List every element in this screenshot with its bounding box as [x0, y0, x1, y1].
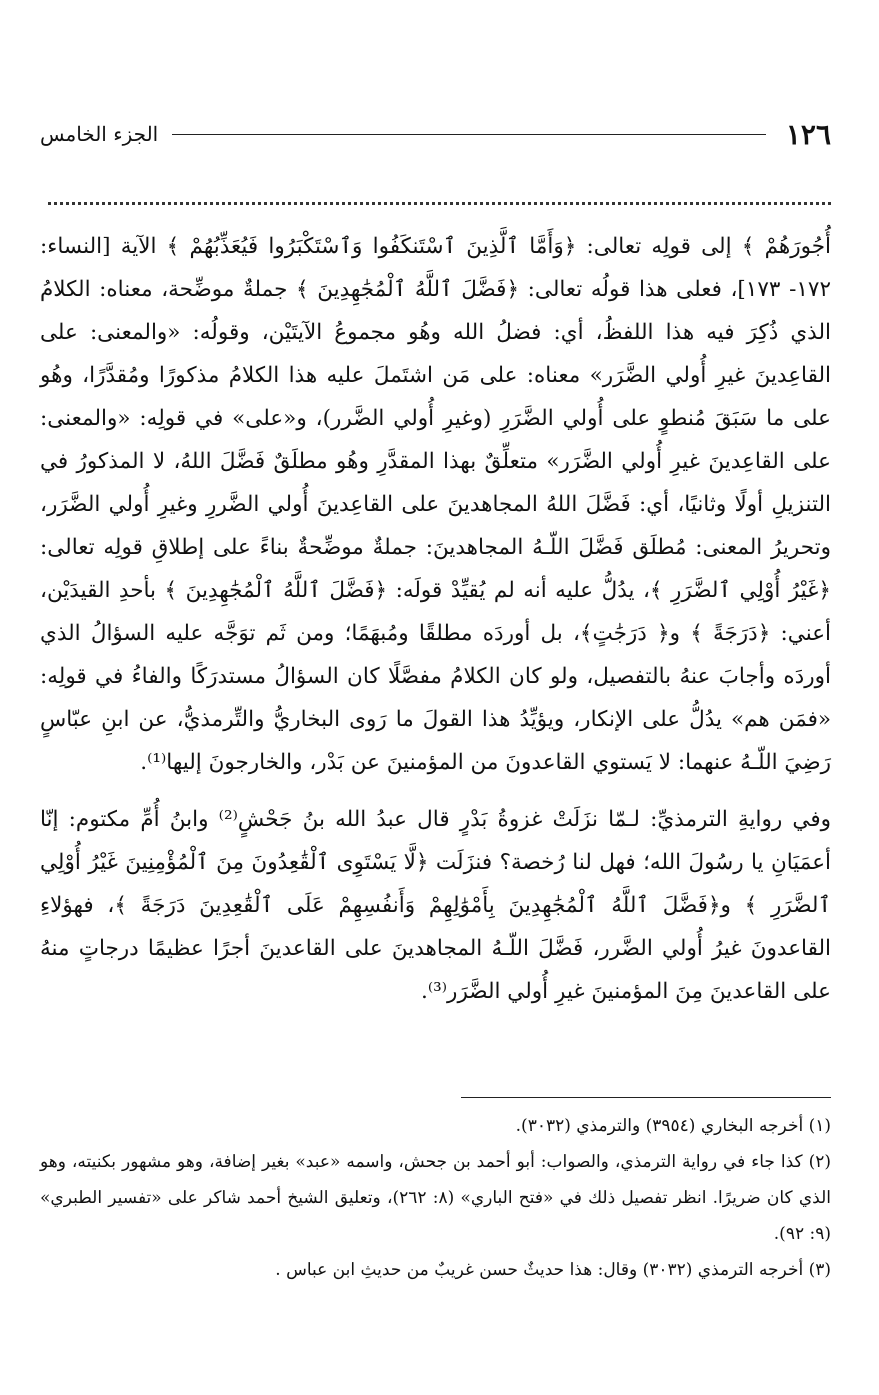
page-number: ١٢٦	[785, 117, 831, 151]
footnote-1: (١) أخرجه البخاري (٣٩٥٤) والترمذي (٣٠٣٢).	[515, 1116, 831, 1136]
volume-title: الجزء الخامس	[40, 122, 159, 146]
footnote-2: (٢) كذا جاء في رواية الترمذي، والصواب: أبو أحمد بن جحش، واسمه «عبد» بغير إضافة، وهو مشهور بكنيته، وهو الذي كان ضريرًا. انظر تفصيل ذلك في «فتح الباري» (٨: ٢٦٢)، وتعليق الشيخ أحمد شاكر على «تفسير الطبري» (٩: ٩٢).	[40, 1152, 831, 1244]
footnote-3: (٣) أخرجه الترمذي (٣٠٣٢) وقال: هذا حديثٌ حسن غريبٌ من حديثِ ابن عباس .	[275, 1260, 831, 1280]
dotted-separator	[48, 202, 831, 205]
main-text	[40, 225, 831, 1013]
footnote-rule	[461, 1097, 831, 1098]
footnotes	[40, 1108, 831, 1288]
page-header	[40, 112, 831, 156]
paragraph-1: أُجُورَهُمْ ﴾ إلى قولِه تعالى: ﴿وَأَمَّا ٱلَّذِينَ ٱسْتَنكَفُوا وَٱسْتَكْبَرُوا فَيُعَذِّبُهُمْ ﴾ الآية [النساء: ١٧٢- ١٧٣]، فعلى هذا قولُه تعالى: ﴿فَضَّلَ ٱللَّهُ ٱلْمُجَٰهِدِينَ ﴾ جملةٌ موضِّحة، معناه: الكلامُ الذي ذُكِرَ فيه هذا اللفظُ، أي: فضلُ الله وهُو مجموعُ الآيتَيْن، وقولُه: «والمعنى: على القاعِدينَ غيرِ أُولي الضَّرَر» معناه: على مَن اشتَملَ عليه هذا الكلامُ مذكورًا ومُقدَّرًا، وهُو على ما سَبَقَ مُنطوٍ على أُولي الضَّرَرِ (وغيرِ أُولي الضَّرر)، و«على» في قولِه: «والمعنى: على القاعِدينَ غيرِ أُولي الضَّرَر» متعلِّقٌ بهذا المقدَّرِ وهُو مطلَقٌ فَضَّلَ اللهُ، لا المذكورُ في التنزيلِ أولًا وثانيًا، أي: فَضَّلَ اللهُ المجاهدينَ على القاعِدينَ أُولي الضَّررِ وغيرِ أُولي الضَّرَر، وتحريرُ المعنى: مُطلَق فَضَّلَ اللّـهُ المجاهدينَ: جملةٌ موضِّحةٌ بناءً على إطلاقِ قولِه تعالى: ﴿غَيْرُ أُوْلِي ٱلضَّرَرِ ﴾، يدُلُّ عليه أنه لم يُقيِّدْ قولَه: ﴿فَضَّلَ ٱللَّهُ ٱلْمُجَٰهِدِينَ ﴾ بأحدِ القيدَيْن، أعني: ﴿دَرَجَةً ﴾ و﴿ دَرَجَٰتٍ﴾، بل أوردَه مطلقًا ومُبهَمًا؛ ومن ثَم توَجَّه عليه السؤالُ الذي أوردَه وأجابَ عنهُ بالتفصيل، ولو كان الكلامُ مفصَّلًا كان السؤالُ مستدرَكًا والفاءُ في قولِه: «فمَن هم» يدُلُّ على الإنكار، ويؤيِّدُ هذا القولَ ما رَوى البخاريُّ والتِّرمذيُّ، عن ابنِ عبّاسٍ رَضِيَ اللّـهُ عنهما: لا يَستوي القاعدونَ من المؤمنينَ عن بَدْر، والخارجونَ إليها⁽¹⁾.	[40, 234, 831, 775]
header-rule	[172, 134, 766, 135]
paragraph-2: وفي روايةِ الترمذيِّ: لـمّا نزَلَتْ غزوةُ بَدْرٍ قال عبدُ الله بنُ جَحْشٍ⁽²⁾ وابنُ أُمِّ مكتوم: إنّا أعمَيَانِ يا رسُولَ الله؛ فهل لنا رُخصة؟ فنزَلَت ﴿لَّا يَسْتَوِى ٱلْقَٰعِدُونَ مِنَ ٱلْمُؤْمِنِينَ غَيْرُ أُوْلِي ٱلضَّرَرِ ﴾ و﴿فَضَّلَ ٱللَّهُ ٱلْمُجَٰهِدِينَ بِأَمْوَٰلِهِمْ وَأَنفُسِهِمْ عَلَى ٱلْقَٰعِدِينَ دَرَجَةً ﴾، فهؤلاءِ القاعدونَ غيرُ أُولي الضَّرر، فَضَّلَ اللّـهُ المجاهدينَ على القاعدينَ أجرًا عظيمًا درجاتٍ منهُ على القاعدينَ مِنَ المؤمنينَ غيرِ أُولي الضَّرَر⁽³⁾.	[40, 807, 831, 1004]
